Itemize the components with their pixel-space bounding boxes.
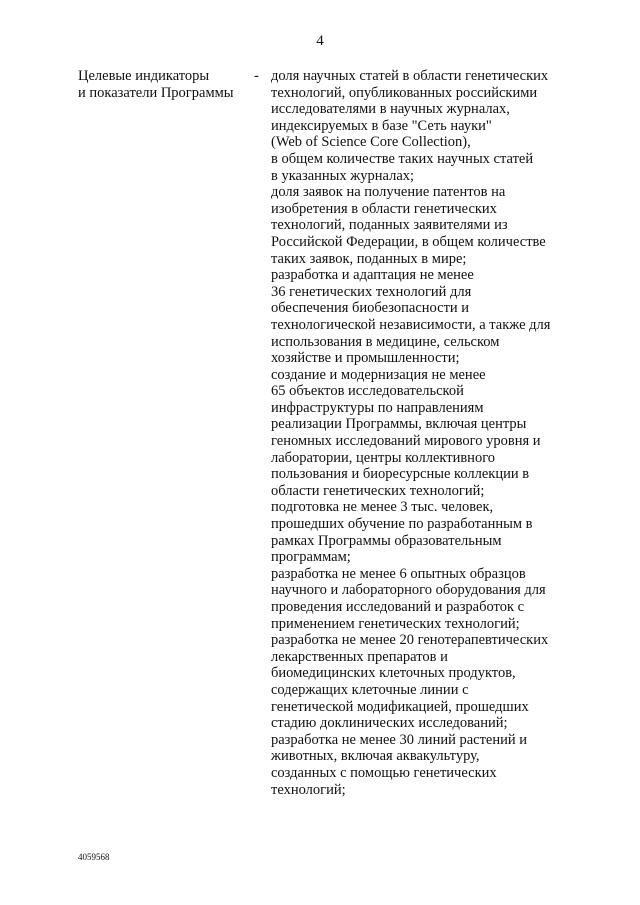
indicator-text-line: биомедицинских клеточных продуктов,	[271, 665, 516, 682]
indicator-text-line: применением генетических технологий;	[271, 615, 520, 632]
indicators-label	[78, 68, 248, 101]
indicator-text-line: генетической модификацией, прошедших	[271, 698, 529, 715]
indicator-text-line: в общем количестве таких научных статей	[271, 150, 534, 167]
indicator-text-line: Российской Федерации, в общем количестве	[271, 233, 546, 250]
indicator-text-line: программам;	[271, 549, 351, 566]
indicator-text-line: разработка не менее 30 линий растений и	[271, 731, 528, 748]
indicator-text-line: реализации Программы, включая центры	[271, 416, 527, 433]
document-code: 4059568	[78, 852, 110, 862]
indicator-text-line: (Web of Science Core Collection),	[271, 134, 471, 151]
indicator-text-line: 36 генетических технологий для	[271, 283, 472, 300]
page-number: 4	[316, 33, 324, 49]
indicator-text-line: изобретения в области генетических	[271, 200, 497, 217]
indicator-text-line: научного и лабораторного оборудования для	[271, 582, 546, 599]
indicator-text-line: разработка и адаптация не менее	[271, 267, 474, 284]
indicator-text-line: стадию доклинических исследований;	[271, 715, 508, 732]
indicator-text-line: хозяйстве и промышленности;	[271, 350, 460, 367]
indicator-text-line: созданных с помощью генетических	[271, 764, 497, 781]
indicator-text-line: разработка не менее 20 генотерапевтических	[271, 632, 549, 649]
indicator-text-line: обеспечения биобезопасности и	[271, 300, 470, 317]
indicators-label-line: и показатели Программы	[78, 84, 234, 101]
indicator-text-line: таких заявок, поданных в мире;	[271, 250, 467, 267]
indicator-text-line: технологий, поданных заявителями из	[271, 217, 508, 234]
separator-dash: -	[254, 68, 259, 84]
indicator-text-line: рамках Программы образовательным	[271, 532, 502, 549]
indicator-text-line: содержащих клеточные линии с	[271, 681, 469, 698]
indicator-text-line: лекарственных препаратов и	[271, 648, 448, 665]
indicator-text-line: прошедших обучение по разработанным в	[271, 516, 533, 533]
indicator-text-line: в указанных журналах;	[271, 167, 415, 184]
indicator-text-line: доля заявок на получение патентов на	[271, 184, 506, 201]
indicator-text-line: 65 объектов исследовательской	[271, 383, 464, 400]
indicator-text-line: подготовка не менее 3 тыс. человек,	[271, 499, 494, 516]
indicator-text-line: геномных исследований мирового уровня и	[271, 433, 541, 450]
indicator-text-line: животных, включая аквакультуру,	[271, 748, 480, 765]
indicators-label-line: Целевые индикаторы	[78, 68, 210, 84]
indicators-list	[271, 68, 571, 798]
indicator-text-line: индексируемых в базе "Сеть науки"	[271, 117, 492, 134]
indicator-text-line: разработка не менее 6 опытных образцов	[271, 565, 526, 582]
indicator-text-line: области генетических технологий;	[271, 482, 485, 499]
indicator-text-line: технологий, опубликованных российскими	[271, 84, 538, 101]
indicator-text-line: пользования и биоресурсные коллекции в	[271, 466, 530, 483]
indicator-text-line: инфраструктуры по направлениям	[271, 399, 484, 416]
indicator-text-line: использования в медицине, сельском	[271, 333, 500, 350]
indicator-text-line: технологий;	[271, 781, 346, 798]
indicator-text-line: исследователями в научных журналах,	[271, 101, 510, 118]
indicator-text-line: создание и модернизация не менее	[271, 366, 486, 383]
indicator-text-line: проведения исследований и разработок с	[271, 599, 525, 615]
indicator-text-line: доля научных статей в области генетических	[271, 68, 549, 84]
indicator-text-line: лаборатории, центры коллективного	[271, 449, 496, 466]
indicator-text-line: технологической независимости, а также для	[271, 316, 551, 333]
